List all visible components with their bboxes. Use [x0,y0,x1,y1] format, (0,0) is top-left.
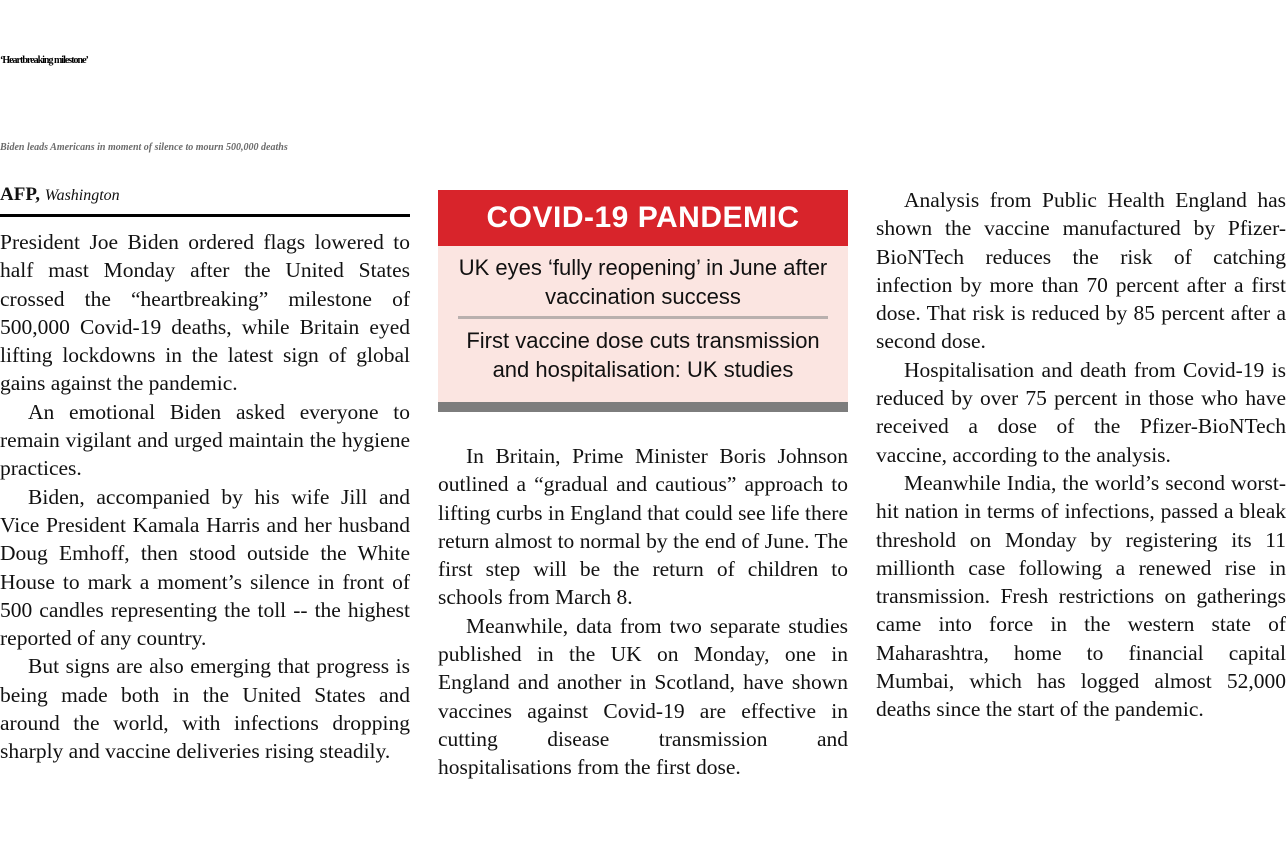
byline-agency: AFP, [0,184,40,205]
subheadline: Biden leads Americans in moment of silence to mourn 500,000 deaths [0,142,288,153]
paragraph: But signs are also emerging that progress is being made both in the United States and around the world, with infections dropping sharply and vaccine deliveries rising steadily. [0,654,410,764]
related-story-link[interactable]: UK eyes ‘fully reopening’ in June after vaccination success [458,255,828,309]
related-story-link[interactable]: First vaccine dose cuts transmission and hospitalisation: UK studies [466,328,820,382]
paragraph: An emotional Biden asked everyone to remain vigilant and urged maintain the hygiene practices. [0,399,410,481]
paragraph: Meanwhile India, the world’s second worst-hit nation in terms of infections, passed a bleak threshold on Monday by registering its 11 millionth case following a renewed rise in transmission. Fresh restrictions on gatherings came into force in the western state of Maharashtra, home to financial capital Mumbai, which has logged almost 52,000 deaths since the start of the pandemic. [876,470,1286,722]
article-column-3 [876,186,1286,724]
paragraph: In Britain, Prime Minister Boris Johnson outlined a “gradual and cautious” approach to lifting curbs in England that could see life there return almost to normal by the end of June. The first step will be the return of children to schools from March 8. [438,444,848,610]
byline [0,180,410,217]
headline: ‘Heartbreaking milestone’ [0,55,88,66]
article-column-1 [0,228,410,766]
paragraph: Meanwhile, data from two separate studies published in the UK on Monday, one in England and another in Scotland, have shown vaccines against Covid-19 are effective in cutting disease transmission and hospitalisations from the first dose. [438,613,848,780]
article-column-2 [438,442,848,782]
paragraph: Biden, accompanied by his wife Jill and Vice President Kamala Harris and her husband Doug Emhoff, then stood outside the White House to mark a moment’s silence in front of 500 candles representing the toll -- the highest reported of any country. [0,484,410,651]
byline-city: Washington [44,187,120,204]
related-stories-header: COVID-19 PANDEMIC [438,190,848,246]
paragraph: Hospitalisation and death from Covid-19 is reduced by over 75 percent in those who have received a dose of the Pfizer-BioNTech vaccine, according to the analysis. [876,357,1286,467]
related-stories-box [438,190,848,412]
paragraph: President Joe Biden ordered flags lowered to half mast Monday after the United States crossed the “heartbreaking” milestone of 500,000 Covid-19 deaths, while Britain eyed lifting lockdowns in the latest sign of global gains against the pandemic. [0,230,410,396]
sidebar-footer-bar [438,402,848,412]
paragraph: Analysis from Public Health England has shown the vaccine manufactured by Pfizer-BioNTech reduces the risk of catching infection by more than 70 percent after a first dose. That risk is reduced by 85 percent after a second dose. [876,188,1286,354]
